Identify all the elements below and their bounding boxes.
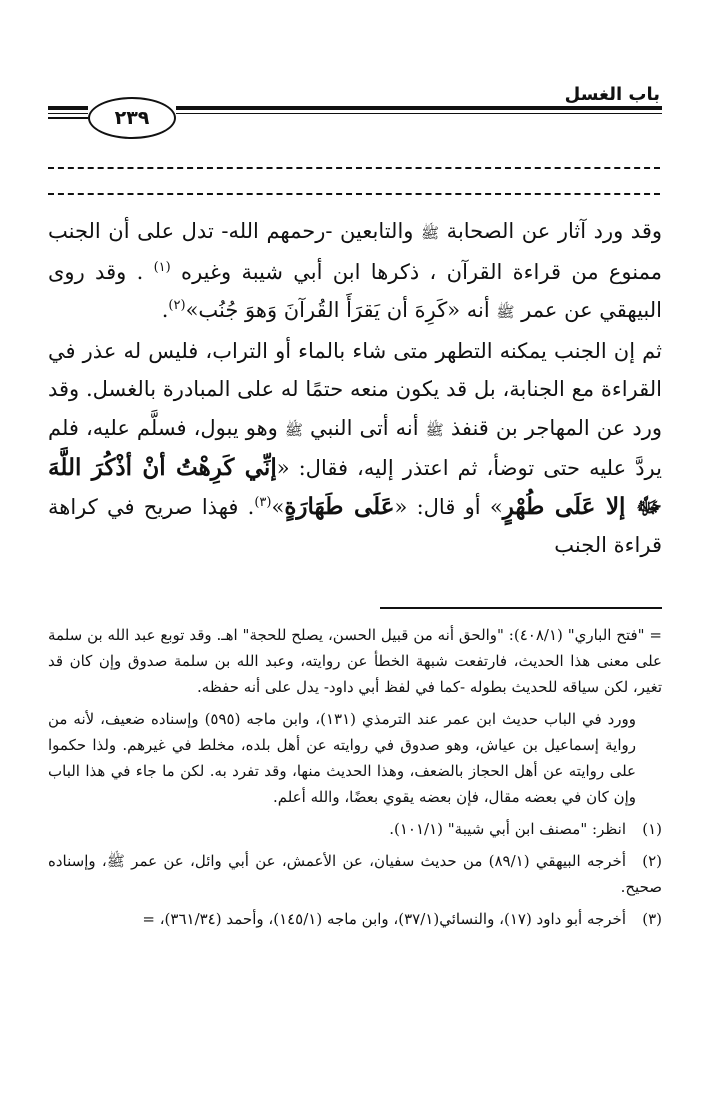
quoted-report: أنه «كَرِهَ أن يَقرَأَ القُرآنَ وَهوَ جُنُب» <box>185 298 497 322</box>
header-rule-left-thick-2 <box>48 117 88 119</box>
dashed-separator-bottom <box>48 193 660 195</box>
header-rule-right-thin <box>176 113 662 114</box>
footnote-1 <box>48 816 662 842</box>
paragraph-2 <box>48 332 662 565</box>
page-number-text: ٢٣٩ <box>114 107 150 129</box>
footnote-ref-1[interactable]: (١) <box>153 259 171 275</box>
text-run: والتابعين -رحمهم الله- تدل على أن الجنب ممنوع من قراءة القرآن ، ذكرها ابن أبي شيبة وغيره <box>48 219 663 284</box>
footnote-continuation-2: وورد في الباب حديث ابن عمر عند الترمذي (١٣١)، وابن ماجه (٥٩٥) وإسناده ضعيف، لأنه من رواية إسماعيل بن عياش، وهو صدوق في روايته عن أهل بلده، مخلط في غيرهم. ولذا حكموا على روايته عن أهل الحجاز بالضعف، وهذا الحديث منها، وقد تفرد به. لكن ما جاء في هذا الباب وإن كان في بعضه مقال، فإن بعضه يقوي بعضًا، والله أعلم. <box>48 710 636 806</box>
footnote-1-number: (١) <box>642 820 662 838</box>
dashed-separator-top <box>48 167 660 169</box>
text-run: ثم إن الجنب يمكنه التطهر متى شاء بالماء أو التراب، فليس له عذر في القراءة مع الجنابة، بل قد يكون منعه حتمًا له على المبادرة بالغسل. وقد ورد عن المهاجر بن قنفذ <box>48 338 662 440</box>
text-run: أنه أتى النبي <box>302 415 426 440</box>
footnote-2-number: (٢) <box>642 852 662 870</box>
text-run: . وقد روى البيهقي عن عمر <box>48 259 662 322</box>
footnotes <box>48 622 662 932</box>
text-run: وهو يبول، فسلَّم عليه، فلم يردَّ عليه حتى توضأ، ثم اعتذر إليه، فقال: « <box>48 415 662 480</box>
hadith-quote-bold-2: عَلَى طَهَارَةٍ <box>284 492 395 520</box>
paragraph-1 <box>48 212 662 332</box>
text-run: . فهذا صريح في كراهة قراءة الجنب <box>48 494 662 557</box>
page-number <box>88 97 176 139</box>
footnote-3 <box>48 906 662 932</box>
text-run: » أو قال: « <box>394 494 503 519</box>
footnote-3-number: (٣) <box>642 910 662 928</box>
text-run: . <box>161 298 169 322</box>
header-rule-left-thick <box>48 106 88 110</box>
footnote-continuation-1: = "فتح الباري" (٤٠٨/١): "والحق أنه من قبيل الحسن، يصلح للحجة" اهـ. وقد توبع عبد الله بن سلمة على معنى هذا الحديث، فارتفعت شبهة الخطأ عن روايته، وعبد الله بن سلمة صدوق وإن كان قد تغير، لكن سياقه للحديث بطوله -كما في لفظ أبي داود- يدل على أنه حفظه. <box>48 626 662 696</box>
salutation-glyph: ﷺ <box>496 303 515 321</box>
footnote-1-text: انظر: "مصنف ابن أبي شيبة" (١٠١/١). <box>389 820 626 838</box>
footnote-2-text: أخرجه البيهقي (٨٩/١) من حديث سفيان، عن الأعمش، عن أبي وائل، عن عمر ﷺ، وإسناده صحيح. <box>48 852 662 896</box>
footnote-2 <box>48 848 662 900</box>
salutation-glyph: ﷺ <box>421 224 440 242</box>
footnote-separator <box>380 607 662 609</box>
footnote-3-text: أخرجه أبو داود (١٧)، والنسائي(٣٧/١)، وابن ماجه (١٤٥/١)، وأحمد (٣٦١/٣٤)، = <box>142 910 626 928</box>
main-text <box>48 212 662 565</box>
text-run: وقد ورد آثار عن الصحابة <box>439 219 662 243</box>
footnote-ref-3[interactable]: (٣) <box>254 494 272 510</box>
hadith-quote-bold: إنِّي كَرِهْتُ أنْ أذْكُرَ اللَّهَ ﷻ إلا عَلَى طُهْرٍ <box>48 454 662 520</box>
chapter-title: باب الغسل <box>564 84 660 105</box>
footnote-ref-2[interactable]: (٢) <box>168 298 186 313</box>
text-run: » <box>271 494 285 519</box>
salutation-glyph: ﷺ <box>284 420 303 439</box>
header-rule-left-thin <box>48 113 88 114</box>
salutation-glyph: ﷺ <box>425 420 444 439</box>
header-rule-right-thick <box>176 106 662 110</box>
